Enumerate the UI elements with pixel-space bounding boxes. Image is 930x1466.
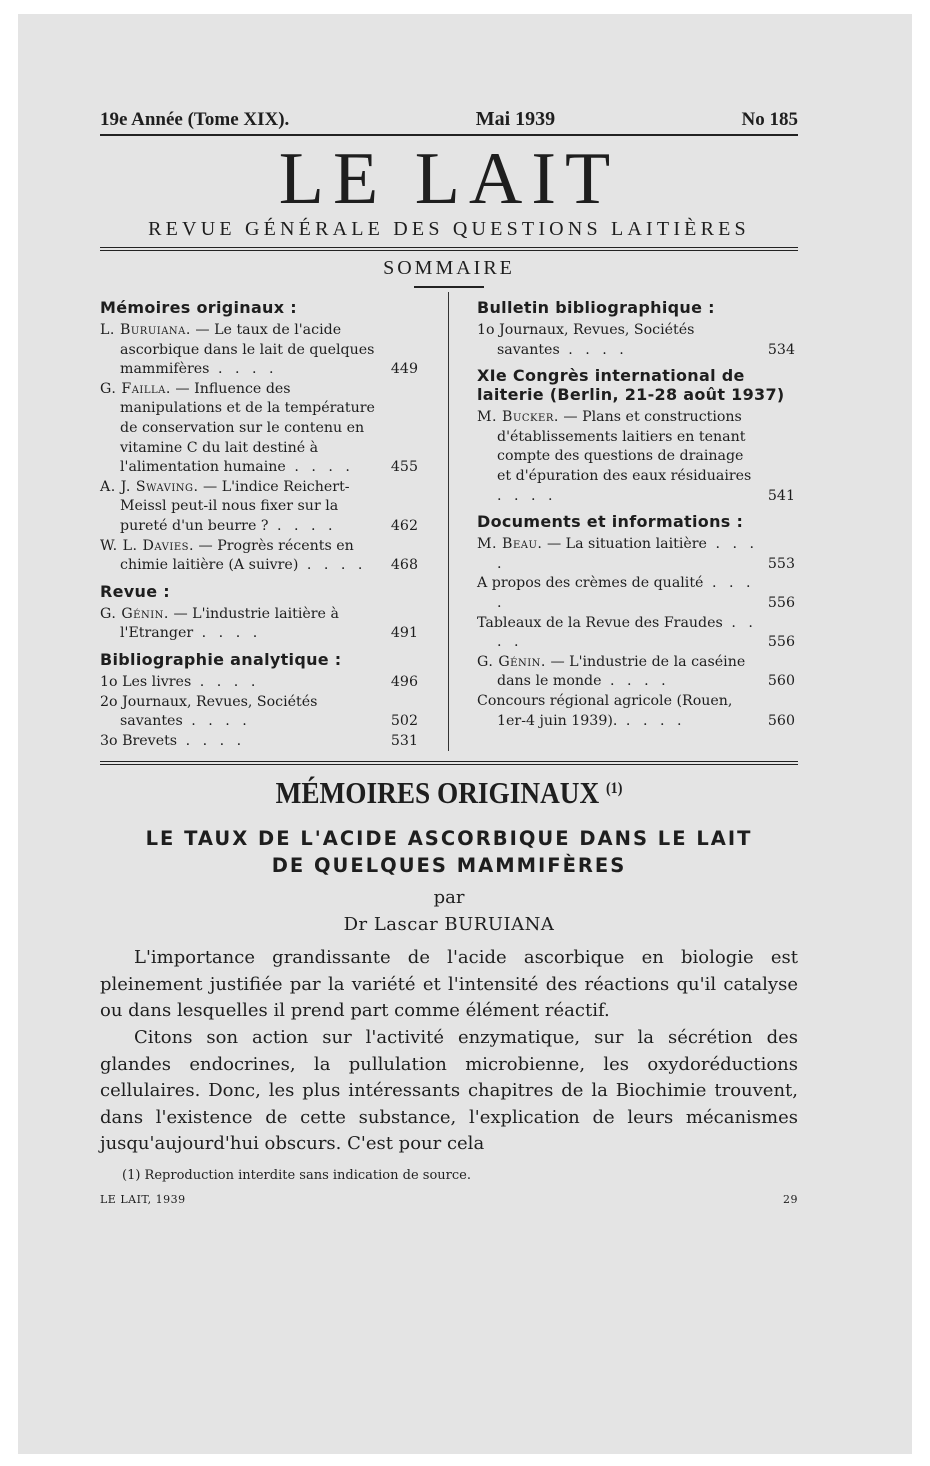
toc-entry-author: G. Génin.: [100, 605, 169, 622]
toc-entry-author: L. Buruiana.: [100, 322, 191, 338]
toc-entry-text: [477, 614, 761, 653]
toc-entry: [100, 605, 418, 644]
toc-section-heading: Documents et informations :: [477, 512, 744, 532]
leader-dots: . . . .: [601, 673, 670, 690]
leader-dots: . . . .: [268, 517, 337, 534]
toc-entry: [100, 732, 418, 752]
toc-page-number: 556: [767, 594, 795, 611]
sommaire-rule: [414, 286, 484, 288]
byline-par: par: [433, 887, 465, 909]
toc-entry-text: [100, 478, 384, 537]
toc-entry-title: — L'industrie de la caséine dans le monde: [497, 653, 746, 690]
sommaire-heading: SOMMAIRE: [383, 257, 515, 279]
toc-page-number: 541: [767, 487, 795, 504]
toc-entry-text: [100, 673, 384, 693]
toc-entry-text: [477, 653, 761, 692]
toc-entry: [477, 321, 795, 360]
toc-entry: [477, 574, 795, 613]
toc-entry: [100, 380, 418, 478]
year-tome: 19e Année (Tome XIX).: [100, 109, 290, 130]
section-title-text: MÉMOIRES ORIGINAUX: [275, 775, 600, 811]
article-title: [100, 825, 798, 879]
toc-section-heading: Bulletin bibliographique :: [477, 298, 715, 317]
toc-entry-title: 3o Brevets: [100, 732, 178, 749]
toc-page-number: 531: [390, 732, 418, 749]
toc-entry-title: Tableaux de la Revue des Fraudes: [477, 614, 723, 631]
leader-dots: . . . .: [497, 575, 755, 611]
toc-page-number: 468: [390, 557, 418, 574]
toc-entry-author: A. J. Swaving.: [100, 478, 199, 495]
toc-entry-text: [100, 321, 384, 380]
toc-entry: [100, 478, 418, 537]
leader-dots: . . . .: [617, 712, 686, 729]
leader-dots: . . . .: [285, 459, 354, 476]
table-of-contents: [100, 292, 798, 751]
toc-page-number: 553: [767, 555, 795, 572]
leader-dots: . . . .: [182, 713, 251, 730]
footnote: (1) Reproduction interdite sans indication de source.: [122, 1168, 471, 1184]
toc-entry-text: [100, 732, 384, 752]
toc-entry-author: G. Failla.: [100, 380, 171, 397]
toc-entry-author: M. Bucker.: [477, 409, 559, 426]
leader-dots: . . . .: [559, 341, 628, 358]
section-title: [142, 775, 756, 811]
toc-entry-text: [477, 692, 761, 731]
toc-entry-title: 1o Les livres: [100, 673, 192, 690]
leader-dots: . . . .: [497, 536, 758, 572]
toc-entry: [477, 653, 795, 692]
toc-entry-text: [100, 380, 384, 478]
article-title-line: LE TAUX DE L'ACIDE ASCORBIQUE DANS LE LAIT: [145, 827, 753, 851]
toc-entry-title: 1o Journaux, Revues, Sociétés savantes: [477, 322, 695, 358]
toc-page-number: 556: [767, 634, 795, 651]
toc-entry-author: M. Beau.: [477, 536, 543, 553]
issue-number: No 185: [741, 109, 798, 130]
toc-page-number: 496: [390, 673, 418, 690]
toc-entry-text: [477, 574, 761, 613]
toc-section-heading: Revue :: [100, 581, 170, 601]
toc-entry-title: — Plans et constructions d'établissements laitiers en tenant compte des questions de drainage et d'épuration des eaux résiduaires: [497, 409, 752, 484]
journal-title: LE LAIT: [278, 138, 620, 220]
toc-entry: [100, 537, 418, 576]
toc-section-heading: XIe Congrès international de laiterie (Berlin, 21-28 août 1937): [477, 366, 785, 405]
footer-journal: LE LAIT, 1939: [100, 1193, 186, 1207]
toc-entry-title: 2o Journaux, Revues, Sociétés savantes: [100, 693, 318, 730]
toc-entry: [477, 408, 795, 506]
page-number: 29: [783, 1193, 798, 1207]
body-paragraph: L'importance grandissante de l'acide ascorbique en biologie est pleinement justifiée par la variété et l'intensité des réactions qu'il catalyse ou dans lesquelles il prend part comme élément réactif.: [100, 947, 798, 1022]
toc-entry-text: [477, 535, 761, 574]
leader-dots: . . . .: [191, 673, 260, 690]
toc-entry-title: — Le taux de l'acide ascorbique dans le lait de quelques mammifères: [120, 322, 375, 378]
toc-right-column: [449, 292, 795, 751]
article-title-line: DE QUELQUES MAMMIFÈRES: [271, 854, 627, 878]
toc-section-heading: Mémoires originaux :: [100, 298, 297, 317]
toc-entry-author: W. L. Davies.: [100, 537, 194, 554]
toc-entry-title: Concours régional agricole (Rouen, 1er-4 juin 1939).: [477, 692, 733, 729]
toc-entry: [477, 535, 795, 574]
toc-entry-title: — L'indice Reichert-Meissl peut-il nous fixer sur la pureté d'un beurre ?: [120, 478, 350, 534]
toc-page-number: 502: [390, 713, 418, 730]
toc-left-column: [100, 292, 449, 751]
article-author: Dr Lascar BURUIANA: [343, 914, 555, 936]
toc-page-number: 491: [390, 625, 418, 642]
body-paragraph: Citons son action sur l'activité enzymatique, sur la sécrétion des glandes endocrines, la pullulation microbienne, les oxydoréductions cellulaires. Donc, les plus intéressants chapitres de la Biochimie trouvent, dans l'existence de cette substance, l'explication de leurs mécanismes jusqu'aujourd'hui obscurs. C'est pour cela: [100, 1027, 798, 1155]
toc-page-number: 534: [767, 341, 795, 358]
masthead-line: [100, 108, 798, 136]
toc-entry: [100, 693, 418, 732]
toc-entry-text: [100, 605, 384, 644]
section-divider: [100, 761, 798, 765]
toc-page-number: 449: [390, 361, 418, 378]
toc-entry: [477, 692, 795, 731]
toc-section-heading: Bibliographie analytique :: [100, 649, 342, 669]
toc-entry-text: [100, 693, 384, 732]
journal-subtitle: REVUE GÉNÉRALE DES QUESTIONS LAITIÈRES: [100, 218, 798, 251]
toc-page-number: 455: [390, 459, 418, 476]
toc-entry-text: [477, 321, 761, 360]
section-footnote-mark: (1): [605, 780, 623, 798]
toc-entry-title: — La situation laitière: [546, 536, 707, 553]
leader-dots: . . . .: [298, 557, 367, 574]
toc-page-number: 560: [767, 712, 795, 729]
document-page: [100, 108, 798, 1206]
leader-dots: . . . .: [497, 487, 557, 504]
toc-entry-title: — Progrès récents en chimie laitière (A suivre): [120, 537, 354, 574]
toc-entry-title: A propos des crèmes de qualité: [477, 575, 704, 592]
leader-dots: . . . .: [497, 614, 757, 651]
toc-page-number: 560: [767, 673, 795, 690]
toc-entry-title: — Influence des manipulations et de la température de conservation sur le contenu en vitamine C du lait destiné à l'alimentation humaine: [120, 380, 375, 476]
toc-entry-author: G. Génin.: [477, 653, 546, 670]
toc-entry: [100, 321, 418, 380]
leader-dots: . . . .: [177, 732, 246, 749]
toc-entry-text: [100, 537, 384, 576]
page-footer: [100, 1193, 798, 1206]
toc-entry: [100, 673, 418, 693]
toc-page-number: 462: [390, 517, 418, 534]
toc-entry-text: [477, 408, 761, 506]
article-body: [100, 945, 798, 1158]
toc-entry: [477, 614, 795, 653]
issue-date: Mai 1939: [475, 108, 556, 130]
leader-dots: . . . .: [193, 625, 262, 642]
leader-dots: . . . .: [209, 361, 278, 378]
toc-entry-title: — L'industrie laitière à l'Etranger: [120, 605, 339, 642]
